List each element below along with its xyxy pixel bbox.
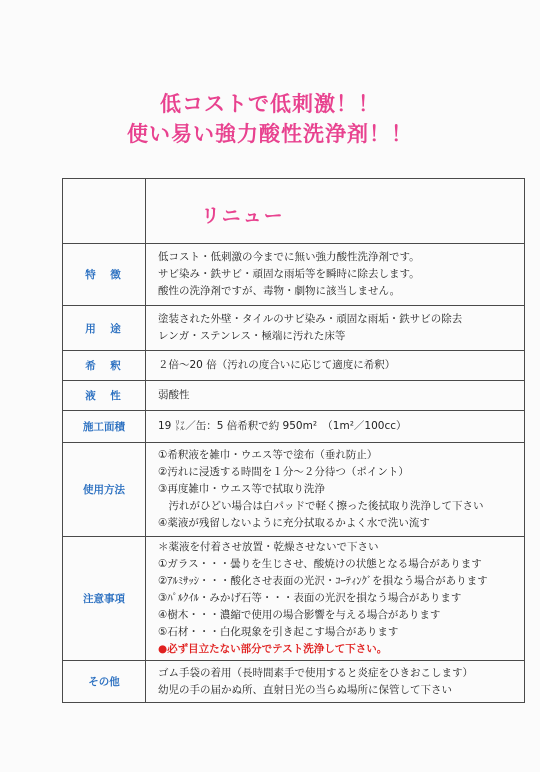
label-cautions: 注意事項 — [63, 537, 146, 661]
content-features — [146, 244, 525, 306]
content-cautions — [146, 537, 525, 661]
area-text: 19 ㍑／缶：5 倍希釈で約 950m² （1m²／100cc） — [158, 420, 407, 432]
cautions-line-1: ＊薬液を付着させ放置・乾燥させないで下さい — [158, 541, 379, 553]
warning-bullet-icon: ● — [158, 643, 168, 655]
usage-line-5: ④薬液が残留しないように充分拭取るかよく水で洗い流す — [158, 517, 430, 529]
headline-line-2: 使い易い強力酸性洗浄剤！！ — [127, 122, 413, 146]
label-uses: 用 途 — [63, 306, 146, 351]
other-line-2: 幼児の手の届かぬ所、直射日光の当らぬ場所に保管して下さい — [158, 683, 452, 696]
dilution-text: ２倍～20 倍（汚れの度合いに応じて適度に希釈） — [158, 359, 396, 371]
features-line-2: サビ染み・鉄サビ・頑固な雨垢等を瞬時に除去します。 — [158, 268, 420, 280]
features-line-1: 低コスト・低刺激の今までに無い強力酸性洗浄剤です。 — [158, 251, 420, 263]
row-dilution — [63, 351, 525, 381]
cautions-line-6: ⑤石材・・・白化現象を引き起こす場合があります — [158, 626, 399, 638]
title-label-cell — [63, 179, 146, 244]
usage-line-4: 汚れがひどい場合は白パッドで軽く擦った後拭取り洗浄して下さい — [158, 500, 484, 512]
row-other — [63, 661, 525, 703]
label-other: その他 — [63, 661, 146, 703]
row-usage — [63, 443, 525, 537]
warning-text: 必ず目立たない部分でテスト洗浄して下さい。 — [167, 643, 388, 655]
cautions-line-3: ②ｱﾙﾐｻｯｼ・・・酸化させ表面の光沢・ｺｰﾃｨﾝｸﾞを損なう場合があります — [158, 575, 488, 587]
content-liquid — [146, 381, 525, 411]
row-uses — [63, 306, 525, 351]
title-content-cell — [146, 179, 525, 244]
content-area — [146, 411, 525, 443]
usage-line-1: ①希釈液を雑巾・ウエス等で塗布（垂れ防止） — [158, 449, 378, 461]
uses-line-2: レンガ・ステンレス・極端に汚れた床等 — [158, 330, 346, 342]
product-name: リニュー — [201, 204, 285, 227]
title-row — [63, 179, 525, 244]
row-area — [63, 411, 525, 443]
usage-line-3: ③再度雑巾・ウエス等で拭取り洗浄 — [158, 483, 325, 495]
liquid-text: 弱酸性 — [158, 389, 190, 401]
headline-line-1: 低コストで低刺激！！ — [160, 92, 380, 116]
uses-line-1: 塗装された外壁・タイルのサビ染み・頑固な雨垢・鉄サビの除去 — [158, 313, 463, 325]
cautions-line-5: ④樹木・・・濃縮で使用の場合影響を与える場合があります — [158, 609, 441, 621]
cautions-warning — [158, 641, 524, 658]
content-usage — [146, 443, 525, 537]
label-liquid: 液 性 — [63, 381, 146, 411]
features-line-3: 酸性の洗浄剤ですが、毒物・劇物に該当しません。 — [158, 285, 401, 297]
content-other — [146, 661, 525, 703]
cautions-line-2: ①ガラス・・・曇りを生じさせ、酸焼けの状態となる場合があります — [158, 558, 482, 570]
label-usage: 使用方法 — [63, 443, 146, 537]
product-spec-table — [62, 178, 525, 703]
usage-line-2: ②汚れに浸透する時間を１分～２分待つ（ポイント） — [158, 466, 409, 478]
content-dilution — [146, 351, 525, 381]
label-dilution: 希 釈 — [63, 351, 146, 381]
row-cautions — [63, 537, 525, 661]
label-features: 特 徴 — [63, 244, 146, 306]
content-uses — [146, 306, 525, 351]
row-liquid — [63, 381, 525, 411]
other-line-1: ゴム手袋の着用（長時間素手で使用すると炎症をひきおこします） — [158, 666, 473, 679]
row-features — [63, 244, 525, 306]
cautions-line-4: ③ﾊﾟﾙｸｲﾙ・みかげ石等・・・表面の光沢を損なう場合があります — [158, 592, 462, 604]
label-area: 施工面積 — [63, 411, 146, 443]
